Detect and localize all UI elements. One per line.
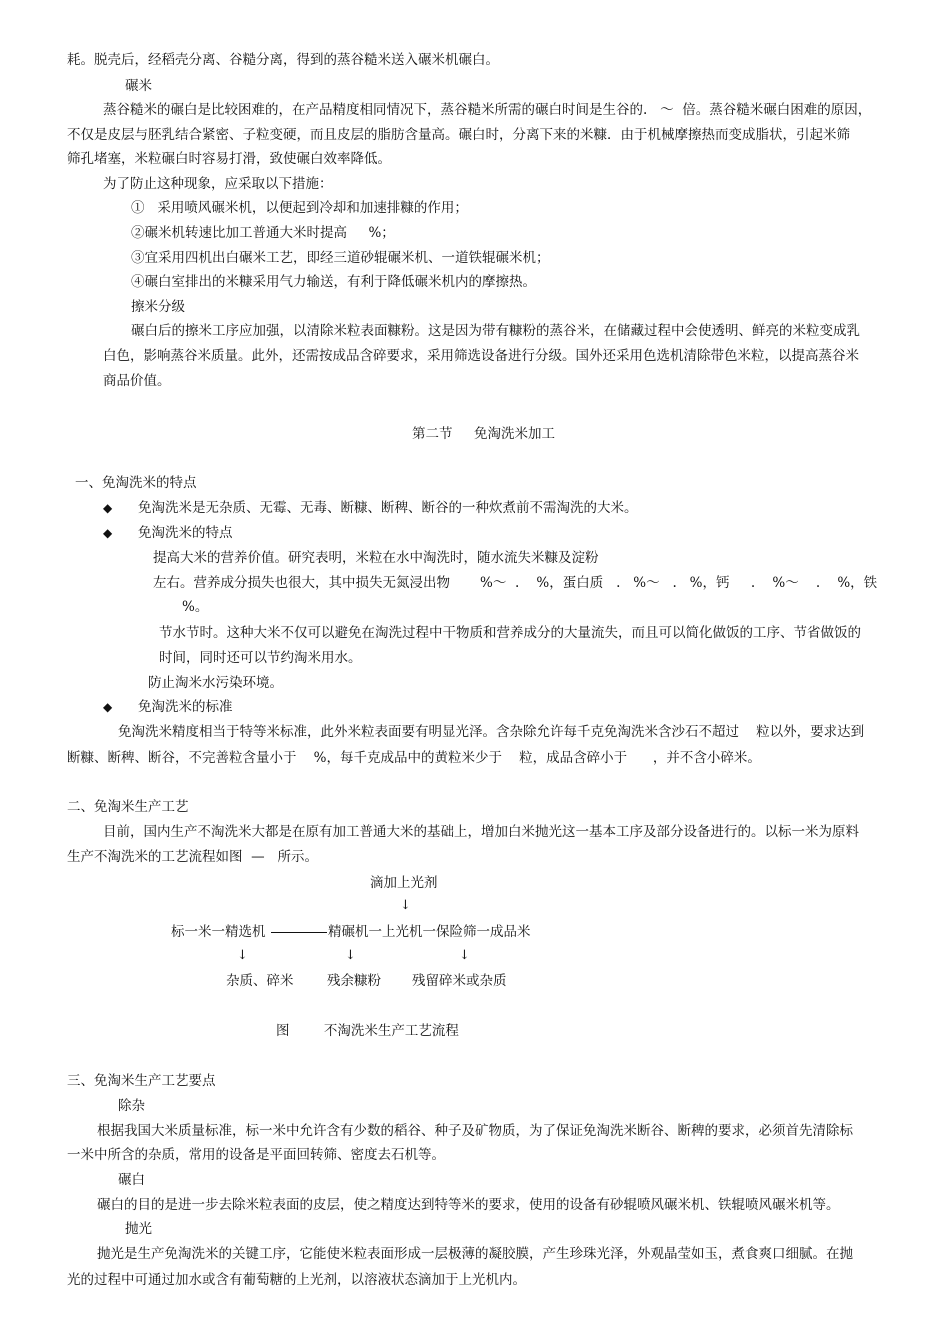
bullet-text: 免淘洗米的特点	[138, 525, 233, 541]
paragraph-line: 抛光是生产免淘洗米的关键工序，它能使米粒表面形成一层极薄的凝胶膜，产生珍珠光泽，外观晶莹如玉，煮食爽口细腻。在抛	[97, 1246, 853, 1262]
flow-output: 残余糠粉	[327, 973, 381, 989]
measure-item: ③宜采用四机出白碾米工艺，即经三道砂辊碾米机、一道铁辊碾米机；	[131, 250, 550, 266]
flow-output: 杂质、碎米	[226, 973, 294, 989]
diamond-bullet-icon: ◆	[103, 700, 113, 714]
down-arrow-icon: ↓	[237, 948, 248, 963]
down-arrow-icon: ↓	[459, 948, 470, 963]
down-arrow-icon: ↓	[400, 898, 411, 913]
paragraph-line: 时间，同时还可以节约淘米用水。	[159, 650, 362, 666]
diamond-bullet-icon: ◆	[103, 501, 113, 515]
measure-item: ① 采用喷风碾米机，以便起到冷却和加速排糠的作用；	[131, 200, 468, 216]
figure-caption: 图 不淘洗米生产工艺流程	[276, 1023, 459, 1039]
subheading-grading: 擦米分级	[131, 299, 185, 315]
paragraph-line: 商品价值。	[103, 373, 171, 389]
paragraph-line: 左右。营养成分损失也很大，其中损失无氮浸出物 %～ . %，蛋白质 . %～ . %，钙 . %～ . %，铁	[153, 575, 878, 591]
flow-right-segment: 精碾机一上光机一保险筛一成品米	[328, 924, 531, 940]
subheading-mill: 碾白	[118, 1172, 145, 1188]
paragraph-line: 防止淘米水污染环境。	[148, 675, 283, 691]
subheading-clean: 除杂	[118, 1098, 145, 1114]
paragraph-line: 断糠、断稗、断谷，不完善粒含量小于 %，每千克成品中的黄粒米少于 粒，成品含碎小于 ，并不含小碎米。	[67, 750, 761, 766]
paragraph-line: 筛孔堵塞，米粒碾白时容易打滑，致使碾白效率降低。	[67, 151, 391, 167]
flow-connector-line	[271, 932, 327, 933]
paragraph-line: 光的过程中可通过加水或含有葡萄糖的上光剂，以溶液状态滴加于上光机内。	[67, 1272, 526, 1288]
paragraph-line: 节水节时。这种大米不仅可以避免在淘洗过程中干物质和营养成分的大量流失，而且可以简化做饭的工序、节省做饭的	[159, 625, 861, 641]
paragraph-line: %。	[182, 599, 209, 615]
heading-process: 二、免淘米生产工艺	[67, 799, 189, 815]
measure-item: ④碾白室排出的米糠采用气力输送，有利于降低碾米机内的摩擦热。	[131, 274, 536, 290]
subheading-milling: 碾米	[125, 78, 152, 94]
paragraph-line: 一米中所含的杂质，常用的设备是平面回转筛、密度去石机等。	[67, 1147, 445, 1163]
text-line: 耗。脱壳后，经稻壳分离、谷糙分离，得到的蒸谷糙米送入碾米机碾白。	[67, 52, 499, 68]
subheading-polish: 抛光	[125, 1221, 152, 1237]
paragraph-line: 蒸谷糙米的碾白是比较困难的，在产品精度相同情况下，蒸谷糙米所需的碾白时间是生谷的. ～ 倍。蒸谷糙米碾白困难的原因，	[103, 102, 872, 118]
bullet-text: 免淘洗米的标准	[138, 699, 233, 715]
flow-left-segment: 标一米一精选机	[171, 924, 266, 940]
paragraph-line: 白色，影响蒸谷米质量。此外，还需按成品含碎要求，采用筛选设备进行分级。国外还采用色选机清除带色米粒，以提高蒸谷米	[103, 348, 859, 364]
paragraph-line: 碾白后的擦米工序应加强，以清除米粒表面糠粉。这是因为带有糠粉的蒸谷米，在储藏过程中会使透明、鲜亮的米粒变成乳	[131, 323, 860, 339]
measures-intro: 为了防止这种现象，应采取以下措施：	[103, 176, 333, 192]
paragraph-line: 生产不淘洗米的工艺流程如图 — 所示。	[67, 849, 318, 865]
paragraph-line: 碾白的目的是进一步去除米粒表面的皮层，使之精度达到特等米的要求，使用的设备有砂辊喷风碾米机、铁辊喷风碾米机等。	[97, 1197, 840, 1213]
down-arrow-icon: ↓	[345, 948, 356, 963]
measure-item: ②碾米机转速比加工普通大米时提高 %；	[131, 225, 395, 241]
paragraph-line: 不仅是皮层与胚乳结合紧密、子粒变硬，而且皮层的脂肪含量高。碾白时，分离下来的米糠．由于机械摩擦热而变成脂状，引起米筛	[67, 127, 850, 143]
flow-top-label: 滴加上光剂	[370, 875, 438, 891]
diamond-bullet-icon: ◆	[103, 526, 113, 540]
section-title: 第二节 免淘洗米加工	[412, 426, 555, 442]
paragraph-line: 目前，国内生产不淘洗米大都是在原有加工普通大米的基础上，增加白米抛光这一基本工序及部分设备进行的。以标一米为原料	[103, 824, 859, 840]
paragraph-line: 免淘洗米精度相当于特等米标准，此外米粒表面要有明显光泽。含杂除允许每千克免淘洗米含沙石不超过 粒以外，要求达到	[118, 724, 865, 740]
paragraph-line: 提高大米的营养价值。研究表明，米粒在水中淘洗时，随水流失米糠及淀粉	[153, 550, 599, 566]
paragraph-line: 根据我国大米质量标准，标一米中允许含有少数的稻谷、种子及矿物质，为了保证免淘洗米断谷、断稗的要求，必须首先清除标	[97, 1123, 853, 1139]
flow-output: 残留碎米或杂质	[412, 973, 507, 989]
bullet-text: 免淘洗米是无杂质、无霉、无毒、断糠、断稗、断谷的一种炊煮前不需淘洗的大米。	[138, 500, 638, 516]
heading-key-points: 三、免淘米生产工艺要点	[67, 1073, 216, 1089]
heading-features: 一、免淘洗米的特点	[75, 475, 197, 491]
